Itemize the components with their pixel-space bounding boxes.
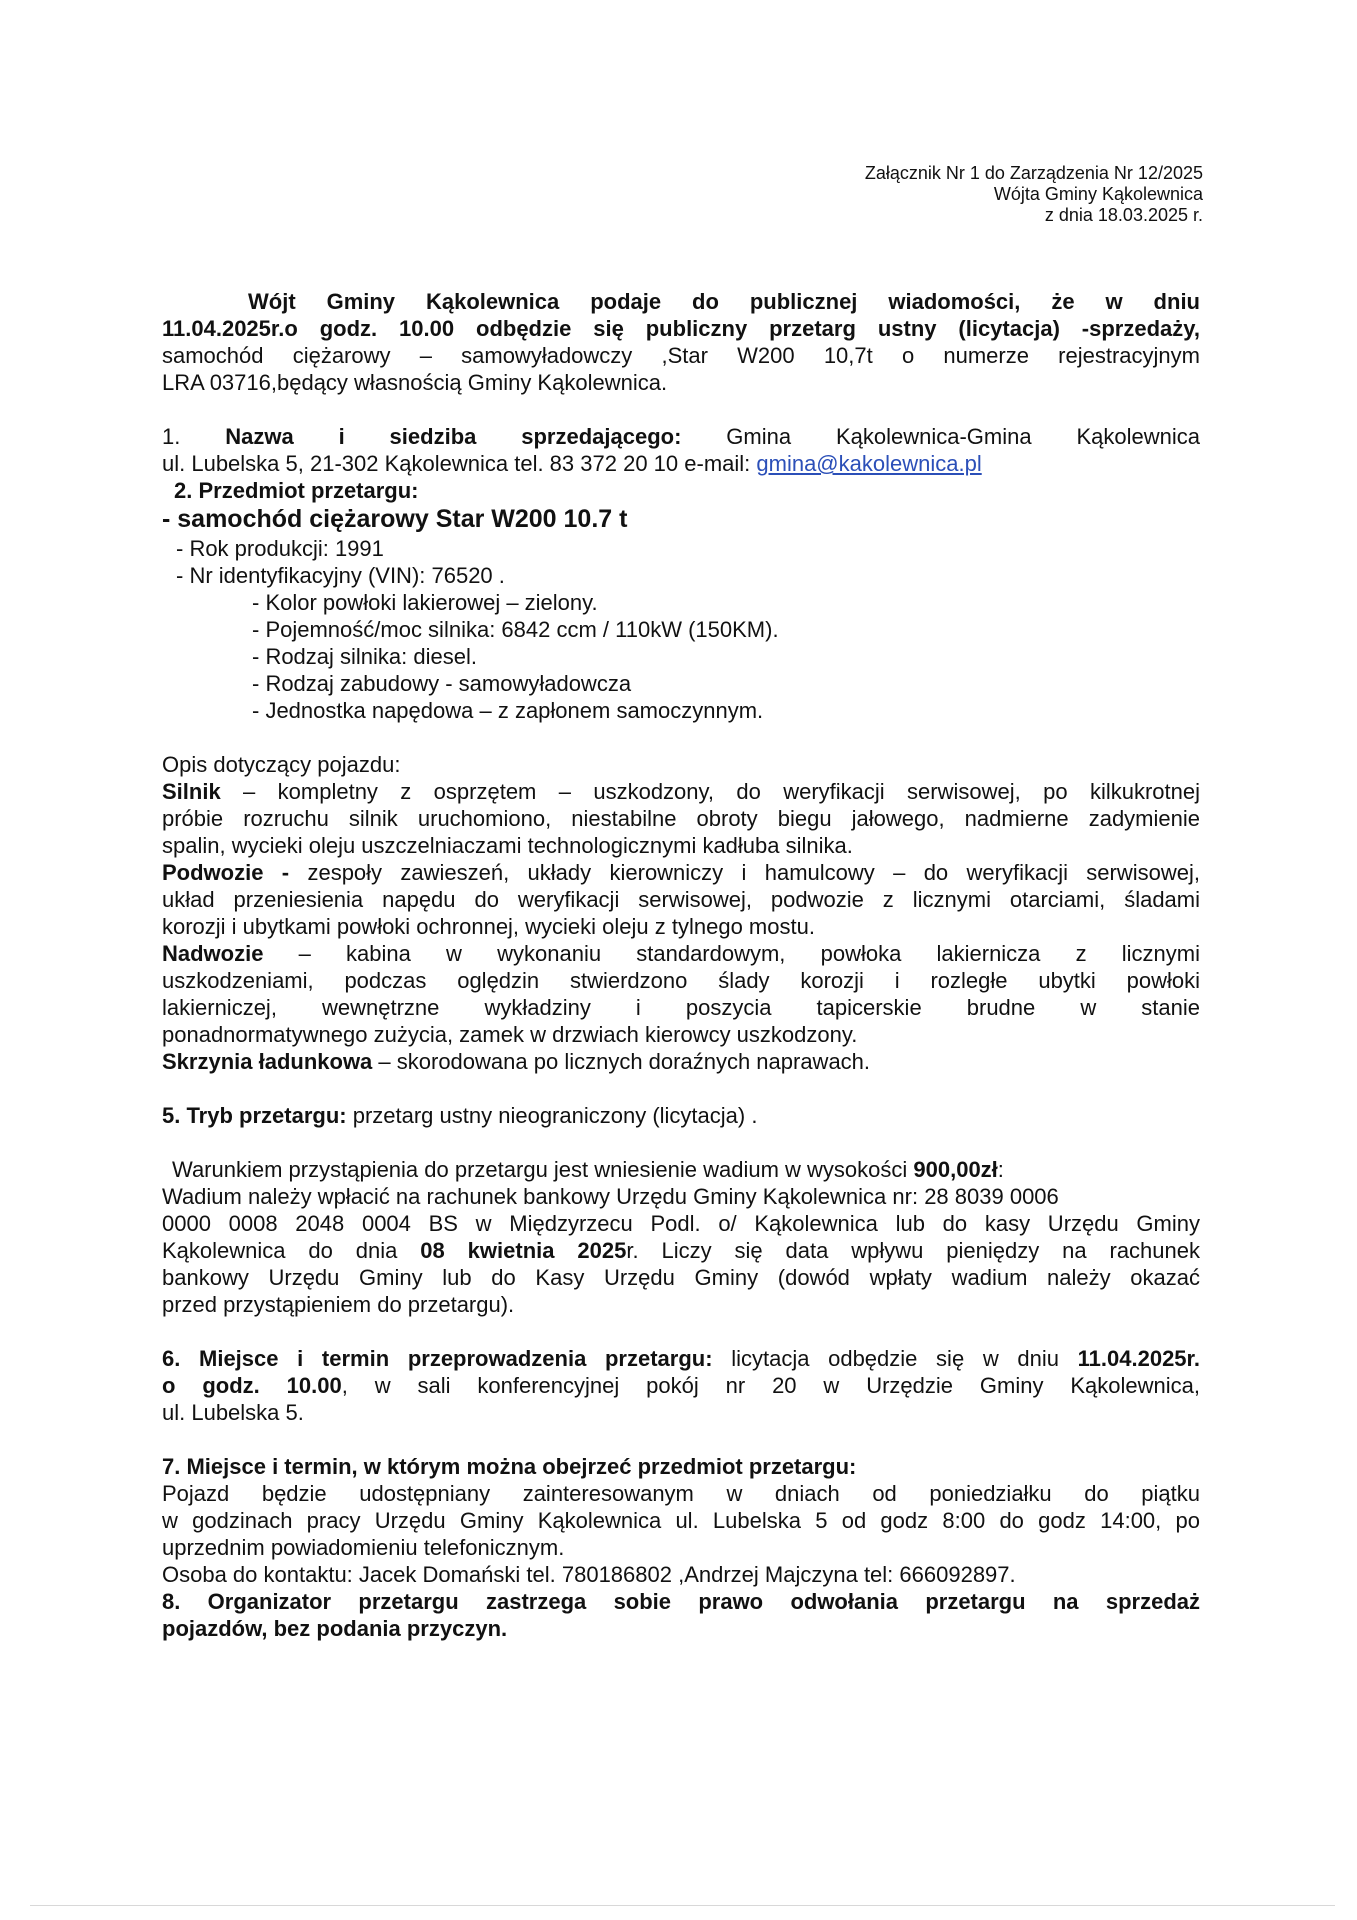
auction-mode-heading: 5. Tryb przetargu: — [162, 1103, 347, 1128]
annex-line-3: z dnia 18.03.2025 r. — [1044, 205, 1203, 225]
engine-text: – kompletny z osprzętem – uszkodzony, do weryfikacji serwisowej, po kilkukrotnej — [220, 779, 1200, 804]
spec-item: - Rodzaj zabudowy - samowyładowcza — [252, 671, 632, 696]
section-seller — [162, 423, 1200, 477]
section-auction-mode — [162, 1102, 1200, 1129]
seller-line-1 — [162, 423, 1200, 450]
intro-line-3: samochód ciężarowy – samowyładowczy ,Star W200 10,7t o numerze rejestracyjnym — [162, 343, 1200, 368]
inspection-line-2: w godzinach pracy Urzędu Gminy Kąkolewnica ul. Lubelska 5 od godz 8:00 do godz 14:00, po — [162, 1508, 1200, 1533]
deposit-line-6: przed przystąpieniem do przetargu). — [162, 1292, 515, 1317]
deposit-amount: 900,00zł — [913, 1157, 998, 1182]
section-inspection — [162, 1453, 1200, 1588]
deposit-colon: : — [997, 1157, 1004, 1182]
vehicle-description — [162, 751, 1200, 1075]
body-line-4: ponadnormatywnego zużycia, zamek w drzwiach kierowcy uszkodzony. — [162, 1022, 858, 1047]
deposit-line-3: 0000 0008 2048 0004 BS w Międzyrzecu Podl. o/ Kąkolewnica lub do kasy Urzędu Gminy — [162, 1211, 1200, 1236]
intro-paragraph — [162, 288, 1200, 396]
cargo-line — [162, 1048, 1200, 1075]
chassis-line-1 — [162, 859, 1200, 886]
deposit-deadline-post: r. Liczy się data wpływu pieniędzy na rachunek — [626, 1238, 1200, 1263]
place-line-3: ul. Lubelska 5. — [162, 1400, 304, 1425]
spec-item: - Pojemność/moc silnika: 6842 ccm / 110kW (150KM). — [252, 617, 779, 642]
inspection-heading: 7. Miejsce i termin, w którym można obejrzeć przedmiot przetargu: — [162, 1454, 857, 1479]
seller-name: Gmina Kąkolewnica-Gmina Kąkolewnica — [726, 424, 1200, 449]
chassis-line-2: układ przeniesienia napędu do weryfikacji serwisowej, podwozie z licznymi otarciami, śladami — [162, 887, 1200, 912]
body-line-1 — [162, 940, 1200, 967]
inspection-line-1: Pojazd będzie udostępniany zainteresowanym w dniach od poniedziałku do piątku — [162, 1481, 1200, 1506]
deposit-deadline-text: Kąkolewnica do dnia — [162, 1238, 421, 1263]
auction-mode-line — [162, 1102, 1200, 1129]
page-bottom-divider — [30, 1905, 1335, 1906]
annex-line-1: Załącznik Nr 1 do Zarządzenia Nr 12/2025 — [864, 163, 1203, 183]
body-text: – kabina w wykonaniu standardowym, powłoka lakiernicza z licznymi — [263, 941, 1200, 966]
section-auction-place — [162, 1345, 1200, 1426]
section-reservation — [162, 1588, 1200, 1642]
reservation-line-1: 8. Organizator przetargu zastrzega sobie prawo odwołania przetargu na sprzedaż — [162, 1589, 1200, 1614]
spec-item: - Jednostka napędowa – z zapłonem samoczynnym. — [252, 698, 764, 723]
auction-mode-text: przetarg ustny nieograniczony (licytacja) . — [346, 1103, 758, 1128]
intro-line-1: Wójt Gminy Kąkolewnica podaje do publicznej wiadomości, że w dniu — [248, 289, 1200, 314]
seller-heading: Nazwa i siedziba sprzedającego: — [225, 424, 682, 449]
section-number: 1. — [162, 424, 181, 449]
deposit-deadline-date: 08 kwietnia 2025 — [420, 1238, 627, 1263]
body-label: Nadwozie — [162, 941, 264, 966]
vin-number: - Nr identyfikacyjny (VIN): 76520 . — [176, 563, 505, 588]
auction-date: 11.04.2025r. — [1077, 1346, 1200, 1371]
intro-line-2: 11.04.2025r.o godz. 10.00 odbędzie się publiczny przetarg ustny (licytacja) -sprzedaży, — [162, 316, 1200, 341]
deposit-line-5: bankowy Urzędu Gminy lub do Kasy Urzędu Gminy (dowód wpłaty wadium należy okazać — [162, 1265, 1200, 1290]
subject-heading — [162, 477, 1200, 504]
email-link[interactable]: gmina@kakolewnica.pl — [756, 451, 982, 476]
engine-line-2: próbie rozruchu silnik uruchomiono, niestabilne obroty biegu jałowego, nadmierne zadymienie — [162, 806, 1200, 831]
deposit-line-2: Wadium należy wpłacić na rachunek bankowy Urzędu Gminy Kąkolewnica nr: 28 8039 0006 — [162, 1184, 1059, 1209]
contact-line: Osoba do kontaktu: Jacek Domański tel. 780186802 ,Andrzej Majczyna tel: 666092897. — [162, 1562, 1016, 1587]
place-line-1 — [162, 1345, 1200, 1372]
body-line-3: lakierniczej, wewnętrzne wykładziny i poszycia tapicerskie brudne w stanie — [162, 995, 1200, 1020]
cargo-text: – skorodowana po licznych doraźnych naprawach. — [372, 1049, 871, 1074]
annex-line-2: Wójta Gminy Kąkolewnica — [993, 184, 1203, 204]
auction-time: o godz. 10.00 — [162, 1373, 342, 1398]
seller-address: ul. Lubelska 5, 21-302 Kąkolewnica tel. 83 372 20 10 e-mail: — [162, 451, 757, 476]
seller-line-2 — [162, 450, 1200, 477]
production-year: - Rok produkcji: 1991 — [176, 536, 384, 561]
section-subject — [162, 477, 1200, 724]
place-heading: 6. Miejsce i termin przeprowadzenia przetargu: — [162, 1346, 713, 1371]
chassis-line-3: korozji i ubytkami powłoki ochronnej, wycieki oleju z tylnego mostu. — [162, 914, 815, 939]
intro-line-4: LRA 03716,będący własnością Gminy Kąkolewnica. — [162, 370, 668, 395]
engine-line-3: spalin, wycieki oleju uszczelniaczami technologicznymi kadłuba silnika. — [162, 833, 853, 858]
chassis-text: zespoły zawieszeń, układy kierowniczy i hamulcowy – do weryfikacji serwisowej, — [289, 860, 1200, 885]
chassis-label: Podwozie - — [162, 860, 290, 885]
inspection-line-3: uprzednim powiadomieniu telefonicznym. — [162, 1535, 565, 1560]
subject-heading-text: Przedmiot przetargu: — [198, 478, 419, 503]
deposit-line-4 — [162, 1237, 1200, 1264]
description-title: Opis dotyczący pojazdu: — [162, 752, 401, 777]
spec-item: - Rodzaj silnika: diesel. — [252, 644, 477, 669]
place-room: , w sali konferencyjnej pokój nr 20 w Urzędzie Gminy Kąkolewnica, — [341, 1373, 1200, 1398]
body-line-2: uszkodzeniami, podczas oględzin stwierdzono ślady korozji i rozległe ubytki powłoki — [162, 968, 1200, 993]
section-number: 2. — [174, 478, 193, 503]
place-line-2 — [162, 1372, 1200, 1399]
cargo-label: Skrzynia ładunkowa — [162, 1049, 373, 1074]
engine-label: Silnik — [162, 779, 221, 804]
spec-item: - Kolor powłoki lakierowej – zielony. — [252, 590, 598, 615]
engine-line-1 — [162, 778, 1200, 805]
place-text: licytacja odbędzie się w dniu — [712, 1346, 1078, 1371]
section-deposit — [162, 1156, 1200, 1318]
deposit-line-1 — [162, 1156, 1200, 1183]
annex-header — [683, 163, 1203, 226]
reservation-line-2: pojazdów, bez podania przyczyn. — [162, 1616, 508, 1641]
document-body — [162, 288, 1200, 1642]
deposit-text: Warunkiem przystąpienia do przetargu jest wniesienie wadium w wysokości — [172, 1157, 914, 1182]
subject-title: - samochód ciężarowy Star W200 10.7 t — [162, 505, 628, 533]
